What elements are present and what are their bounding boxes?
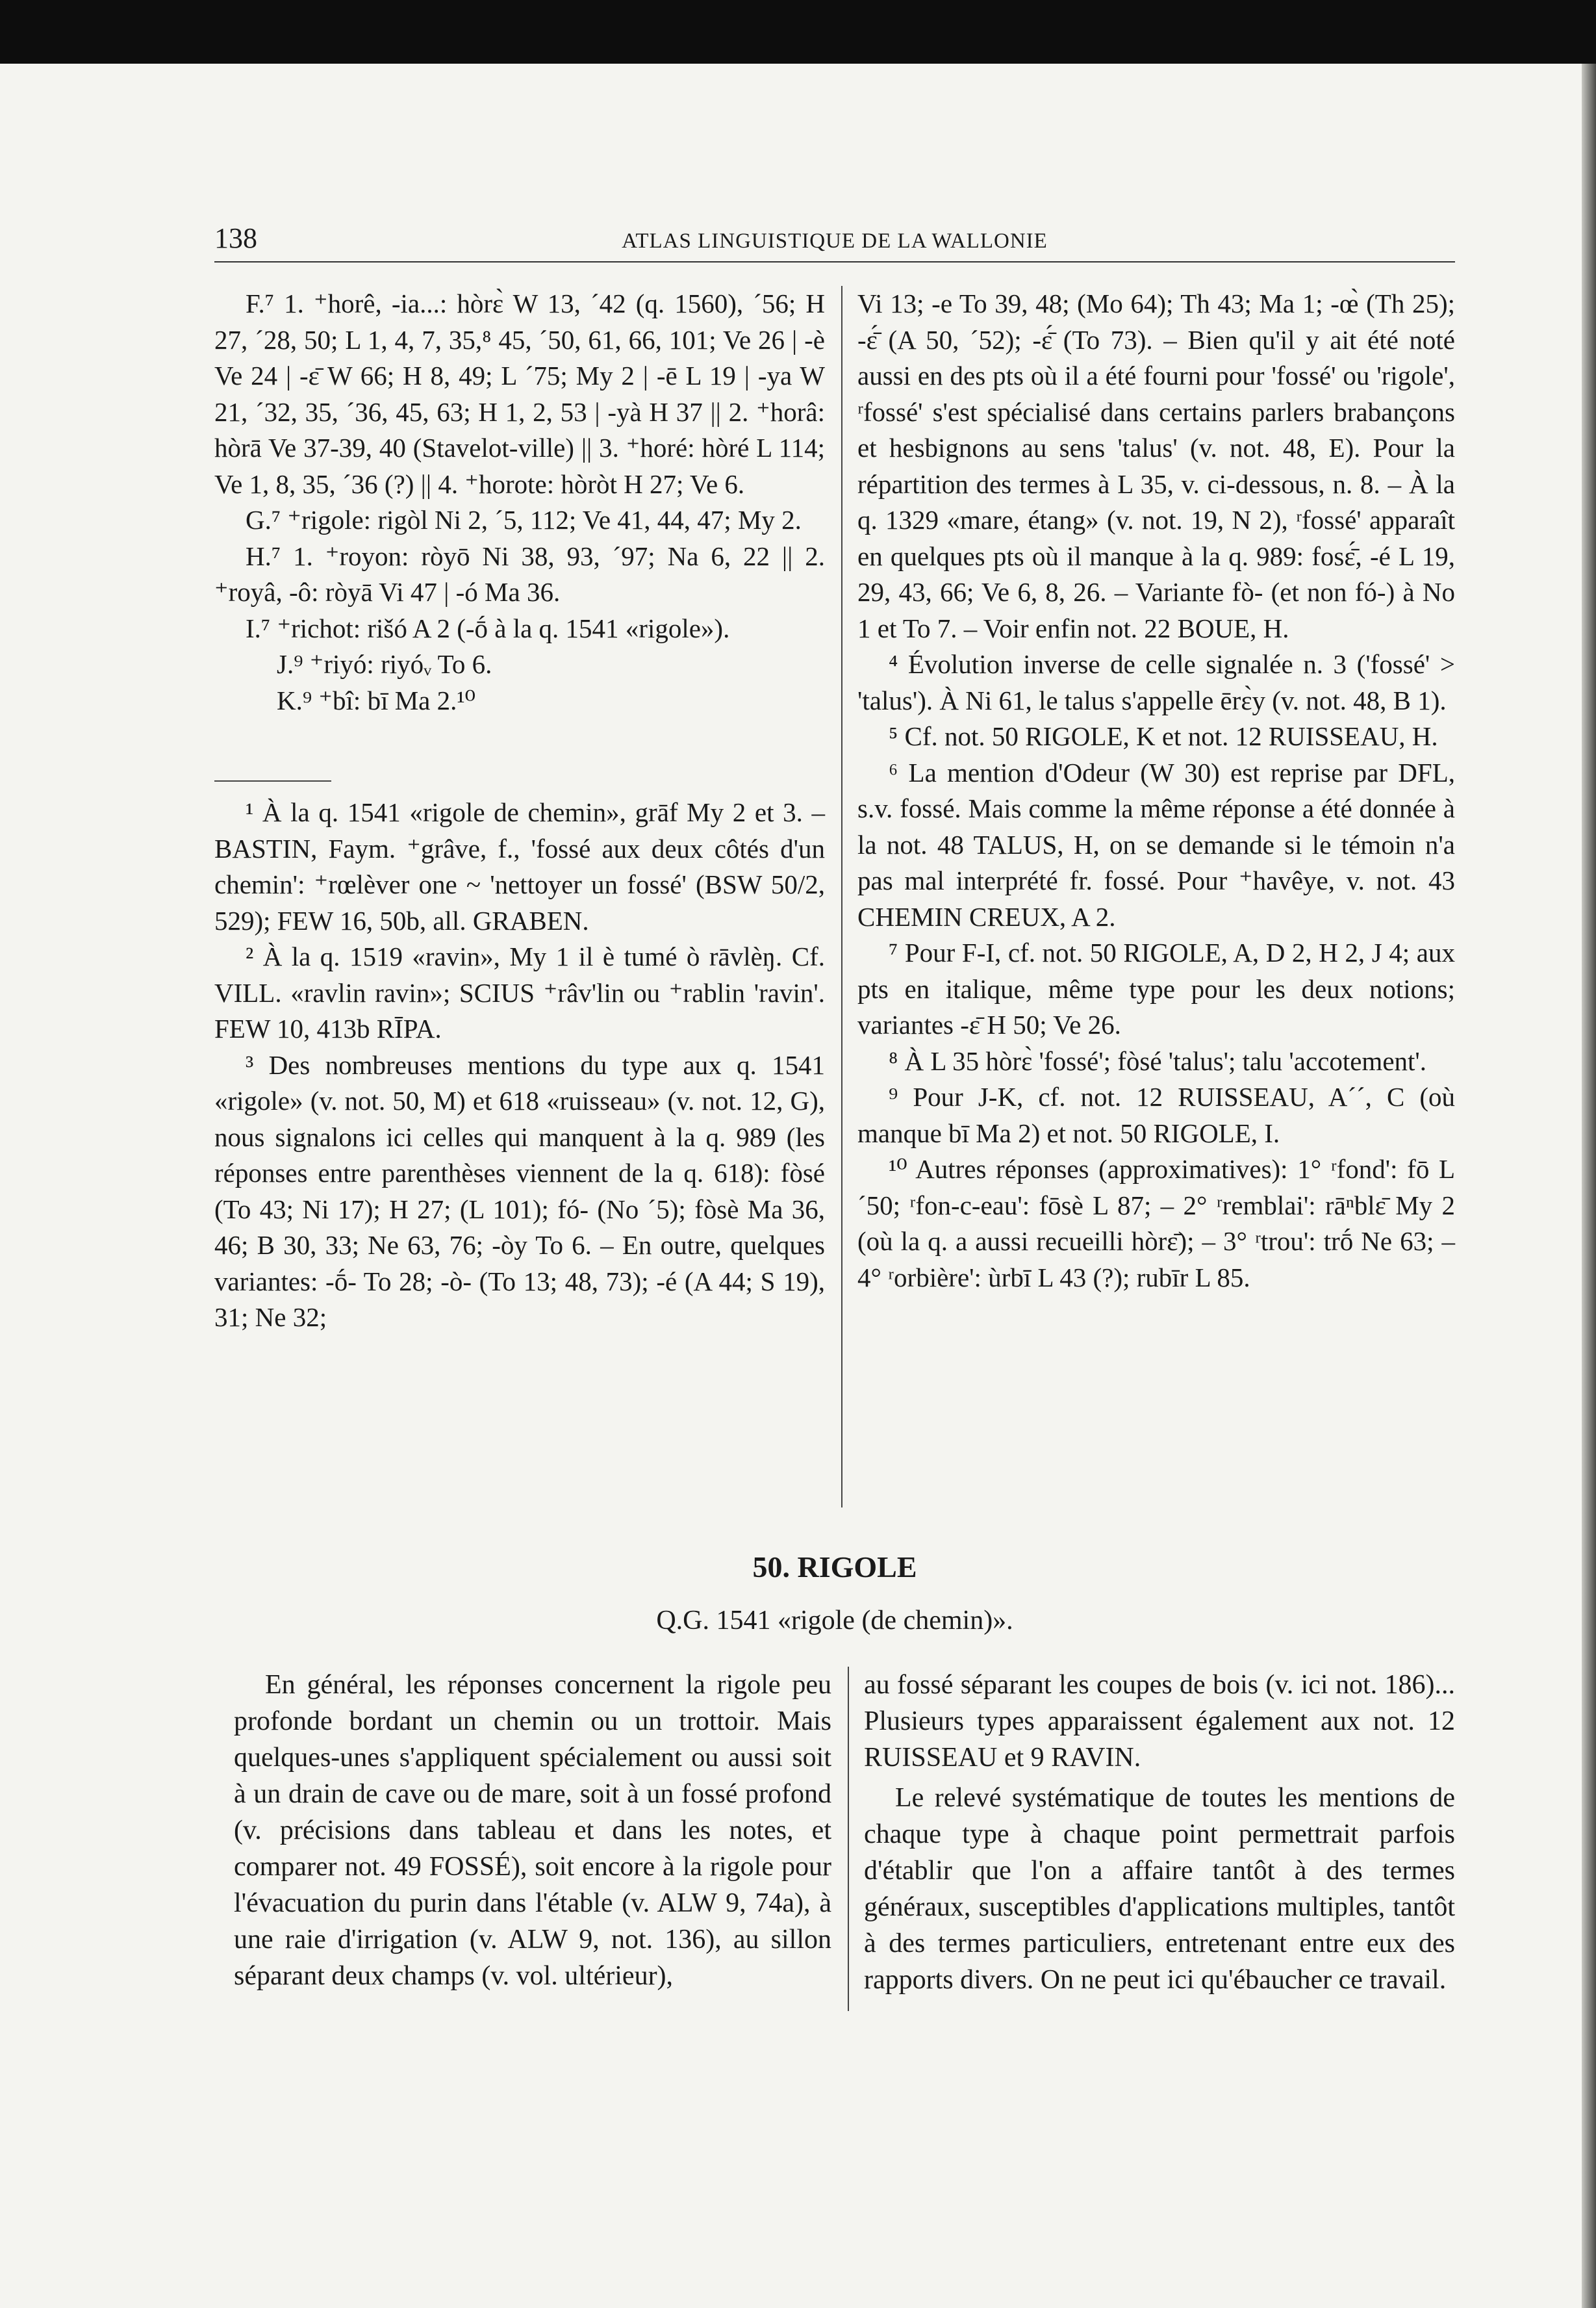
bottom-right-column [864, 1667, 1455, 1998]
entry-h: H.⁷ 1. ⁺royon: ròyō Ni 38, 93, ´97; Na 6, 22 || 2. ⁺royâ, -ô: ròyā Vi 47 | -ó Ma 36. [214, 541, 825, 607]
footnote-10: ¹⁰ Autres réponses (approximatives): 1° ʳfond': fō L ´50; ʳfon-c-eau': fōsè L 87; – 2° ʳremblai': rāⁿblɛ̄ My 2 (où la q. a aussi recueilli hòrɛ̄); – 3° ʳtrou': trṓ Ne 63; – 4° ʳorbière': ùrbī L 43 (?); rubīr L 85. [857, 1154, 1455, 1292]
footnote-9: ⁹ Pour J-K, cf. not. 12 RUISSEAU, A´´, C (où manque bī Ma 2) et not. 50 RIGOLE, I. [857, 1082, 1455, 1148]
right-column [857, 286, 1455, 1296]
bottom-left-column [234, 1667, 831, 1994]
column-divider-bottom [848, 1667, 849, 2011]
page-header [214, 216, 1455, 263]
entry-j: J.⁹ ⁺riyó: riyóᵥ To 6. [277, 649, 492, 679]
footnote-5: ⁵ Cf. not. 50 RIGOLE, K et not. 12 RUISSEAU, H. [889, 721, 1438, 751]
entry-k: K.⁹ ⁺bî: bī Ma 2.¹⁰ [277, 685, 476, 715]
footnote-6: ⁶ La mention d'Odeur (W 30) est reprise par DFL, s.v. fossé. Mais comme la même réponse a été donnée à la not. 48 TALUS, H, on se demande si le témoin n'a pas mal interprété fr. fossé. Pour ⁺havêye, v. not. 43 CHEMIN CREUX, A 2. [857, 757, 1455, 932]
page-number: 138 [214, 222, 257, 254]
entry-f: F.⁷ 1. ⁺horê, -ia...: hòrɛ̀ W 13, ´42 (q. 1560), ´56; H 27, ´28, 50; L 1, 4, 7, 35,⁸ 45, ´50, 61, 66, 101; Ve 26 | -è Ve 24 | -ɛ̄ W 66; H 8, 49; L ´75; My 2 | -ē L 19 | -ya W 21, ´32, 35, ´36, 45, 63; H 1, 2, 53 | -yà H 37 || 2. ⁺horâ: hòrā Ve 37-39, 40 (Stavelot-ville) || 3. ⁺horé: hòré L 114; Ve 1, 8, 35, ´36 (?) || 4. ⁺horote: hòròt H 27; Ve 6. [214, 288, 825, 499]
running-title: ATLAS LINGUISTIQUE DE LA WALLONIE [622, 229, 1048, 253]
footnote-separator [214, 780, 331, 782]
footnote-3: ³ Des nombreuses mentions du type aux q. 1541 «rigole» (v. not. 50, M) et 618 «ruisseau» (v. not. 12, G), nous signalons ici celles qui manquent à la q. 989 (les réponses entre parenthèses viennent de la q. 618): fòsé (To 43; Ni 17); H 27; (L 101); fó- (No ´5); fòsè Ma 36, 46; B 30, 33; Ne 63, 76; -òy To 6. – En outre, quelques variantes: -ṓ- To 28; -ò- (To 13; 48, 73); -é (A 44; S 19), 31; Ne 32; [214, 1049, 825, 1332]
footnote-1: ¹ À la q. 1541 «rigole de chemin», grāf My 2 et 3. – BASTIN, Faym. ⁺grâve, f., 'fossé aux deux côtés d'un chemin': ⁺rœlèver one ~ 'nettoyer un fossé' (BSW 50/2, 529); FEW 16, 50b, all. GRABEN. [214, 797, 825, 936]
footnote-3-continued: Vi 13; -e To 39, 48; (Mo 64); Th 43; Ma 1; -œ̀ (Th 25); -ɛ̄́ (A 50, ´52); -ɛ̄́ (To 73). – Bien qu'il y ait été noté aussi en des pts où il a été fourni pour 'fossé' ou 'rigole', ʳfossé' s'est spécialisé dans certains parlers brabançons et hesbignons au sens 'talus' (v. not. 48, E). Pour la répartition des termes à L 35, v. ci-dessous, n. 8. – À la q. 1329 «mare, étang» (v. not. 19, N 2), ʳfossé' apparaît en quelques pts où il manque à la q. 989: fosɛ̄́, -é L 19, 29, 43, 66; Ve 6, 8, 26. – Variante fò- (et non fó-) à No 1 et To 7. – Voir enfin not. 22 BOUE, H. [857, 288, 1455, 643]
entry-i: I.⁷ ⁺richot: rišó A 2 (-ṓ à la q. 1541 «rigole»). [246, 613, 730, 643]
intro-paragraph: En général, les réponses concernent la rigole peu profonde bordant un chemin ou un trottoir. Mais quelques-unes s'appliquent spécialement ou aussi soit à un drain de cave ou de mare, soit à un fossé profond (v. précisions dans tableau et dans les notes, et comparer not. 49 FOSSÉ), soit encore à la rigole pour l'évacuation du purin dans l'étable (v. ALW 9, 74a), à une raie d'irrigation (v. ALW 9, not. 136), au sillon séparant deux champs (v. vol. ultérieur), [234, 1670, 831, 1991]
footnote-2: ² À la q. 1519 «ravin», My 1 il è tumé ò rāvlèŋ. Cf. VILL. «ravlin ravin»; SCIUS ⁺râv'lin ou ⁺rablin 'ravin'. FEW 10, 413b RĪPA. [214, 942, 825, 1044]
intro-paragraph-continued: au fossé séparant les coupes de bois (v. ici not. 186)... Plusieurs types apparaissent également aux not. 12 RUISSEAU et 9 RAVIN. [864, 1670, 1455, 1773]
footnote-4: ⁴ Évolution inverse de celle signalée n. 3 ('fossé' > 'talus'). À Ni 61, le talus s'appelle ērɛ̀y (v. not. 48, B 1). [857, 649, 1455, 715]
scan-top-border [0, 0, 1596, 64]
entry-g: G.⁷ ⁺rigole: rigòl Ni 2, ´5, 112; Ve 41, 44, 47; My 2. [246, 505, 802, 535]
section-title: 50. RIGOLE [752, 1550, 917, 1584]
footnote-8: ⁸ À L 35 hòrɛ̀ 'fossé'; fòsé 'talus'; talu 'accotement'. [889, 1045, 1427, 1076]
column-divider-top [841, 286, 842, 1507]
footnote-7: ⁷ Pour F-I, cf. not. 50 RIGOLE, A, D 2, H 2, J 4; aux pts en italique, même type pour les deux notions; variantes -ɛ̄ H 50; Ve 26. [857, 938, 1455, 1040]
section-question: Q.G. 1541 «rigole (de chemin)». [656, 1606, 1013, 1635]
left-column [214, 286, 825, 1336]
survey-paragraph: Le relevé systématique de toutes les mentions de chaque type à chaque point permettrait parfois d'établir que l'on a affaire tantôt à des termes généraux, susceptibles d'applications multiples, tantôt à des termes particuliers, entretenant entre eux des rapports divers. On ne peut ici qu'ébaucher ce travail. [864, 1783, 1455, 1995]
page-edge-shadow [1582, 64, 1596, 2308]
